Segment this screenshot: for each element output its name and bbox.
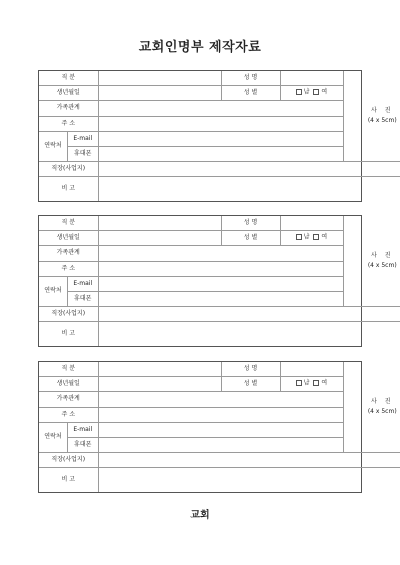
photo-label: 사 진 xyxy=(371,251,394,259)
remarks-label: 비 고 xyxy=(39,176,98,201)
address-label: 주 소 xyxy=(39,116,98,131)
address-label: 주 소 xyxy=(39,407,98,422)
gender-label: 성 별 xyxy=(221,85,280,100)
position-field[interactable] xyxy=(98,216,221,230)
photo-label: 사 진 xyxy=(371,397,394,405)
gender-label: 성 별 xyxy=(221,376,280,391)
photo-label: 사 진 xyxy=(371,106,394,114)
family-label: 가족관계 xyxy=(39,245,98,261)
mobile-label: 휴대폰 xyxy=(74,440,92,448)
mobile-field[interactable] xyxy=(98,291,343,306)
male-label: 남 xyxy=(303,88,310,96)
remarks-field[interactable] xyxy=(98,467,400,492)
name-label: 성 명 xyxy=(221,362,280,376)
position-label: 직 분 xyxy=(39,71,98,85)
mobile-field[interactable] xyxy=(98,437,343,452)
contact-group xyxy=(39,422,98,452)
remarks-label: 비 고 xyxy=(39,321,98,346)
female-checkbox[interactable] xyxy=(313,380,319,386)
name-label: 성 명 xyxy=(221,216,280,230)
female-label: 여 xyxy=(321,379,328,387)
workplace-label: 직장(사업지) xyxy=(39,306,98,321)
gender-label: 성 별 xyxy=(221,230,280,245)
member-card-1 xyxy=(38,70,397,202)
female-checkbox[interactable] xyxy=(313,89,319,95)
address-field[interactable] xyxy=(98,261,343,276)
family-field[interactable] xyxy=(98,245,343,261)
birthdate-field[interactable] xyxy=(98,230,221,245)
gender-field xyxy=(280,376,343,391)
birthdate-field[interactable] xyxy=(98,85,221,100)
birthdate-label: 생년월일 xyxy=(39,230,98,245)
female-label: 여 xyxy=(321,88,328,96)
family-field[interactable] xyxy=(98,100,343,116)
photo-size-label: (4 x 5cm) xyxy=(367,407,397,415)
contact-group xyxy=(39,276,98,306)
workplace-label: 직장(사업지) xyxy=(39,161,98,176)
address-label: 주 소 xyxy=(39,261,98,276)
remarks-field[interactable] xyxy=(98,176,400,201)
contact-label: 연락처 xyxy=(39,132,68,161)
birthdate-field[interactable] xyxy=(98,376,221,391)
address-field[interactable] xyxy=(98,407,343,422)
address-field[interactable] xyxy=(98,116,343,131)
position-label: 직 분 xyxy=(39,216,98,230)
email-field[interactable] xyxy=(98,131,343,146)
family-label: 가족관계 xyxy=(39,100,98,116)
male-checkbox[interactable] xyxy=(296,380,302,386)
position-label: 직 분 xyxy=(39,362,98,376)
email-label: E-mail xyxy=(68,277,98,292)
email-field[interactable] xyxy=(98,422,343,437)
church-footer: 교회 xyxy=(190,510,210,521)
gender-field xyxy=(280,230,343,245)
mobile-label: 휴대폰 xyxy=(74,149,92,157)
photo-box[interactable] xyxy=(343,216,400,306)
male-checkbox[interactable] xyxy=(296,89,302,95)
family-field[interactable] xyxy=(98,391,343,407)
male-label: 남 xyxy=(303,379,310,387)
remarks-label: 비 고 xyxy=(39,467,98,492)
name-field[interactable] xyxy=(280,362,343,376)
email-field[interactable] xyxy=(98,276,343,291)
email-label: E-mail xyxy=(68,423,98,438)
mobile-label: 휴대폰 xyxy=(74,294,92,302)
photo-box[interactable] xyxy=(343,71,400,161)
contact-label: 연락처 xyxy=(39,277,68,306)
remarks-field[interactable] xyxy=(98,321,400,346)
photo-box[interactable] xyxy=(343,362,400,452)
workplace-field[interactable] xyxy=(98,161,400,176)
photo-size-label: (4 x 5cm) xyxy=(367,116,397,124)
position-field[interactable] xyxy=(98,362,221,376)
position-field[interactable] xyxy=(98,71,221,85)
member-card-2 xyxy=(38,215,397,347)
email-label: E-mail xyxy=(68,132,98,147)
workplace-field[interactable] xyxy=(98,306,400,321)
member-card-3 xyxy=(38,361,397,493)
female-checkbox[interactable] xyxy=(313,234,319,240)
mobile-field[interactable] xyxy=(98,146,343,161)
workplace-field[interactable] xyxy=(98,452,400,467)
birthdate-label: 생년월일 xyxy=(39,376,98,391)
male-checkbox[interactable] xyxy=(296,234,302,240)
male-label: 남 xyxy=(303,233,310,241)
contact-group xyxy=(39,131,98,161)
workplace-label: 직장(사업지) xyxy=(39,452,98,467)
gender-field xyxy=(280,85,343,100)
name-label: 성 명 xyxy=(221,71,280,85)
female-label: 여 xyxy=(321,233,328,241)
document-title: 교회인명부 제작자료 xyxy=(138,40,262,55)
name-field[interactable] xyxy=(280,216,343,230)
name-field[interactable] xyxy=(280,71,343,85)
contact-label: 연락처 xyxy=(39,423,68,452)
birthdate-label: 생년월일 xyxy=(39,85,98,100)
family-label: 가족관계 xyxy=(39,391,98,407)
photo-size-label: (4 x 5cm) xyxy=(367,261,397,269)
